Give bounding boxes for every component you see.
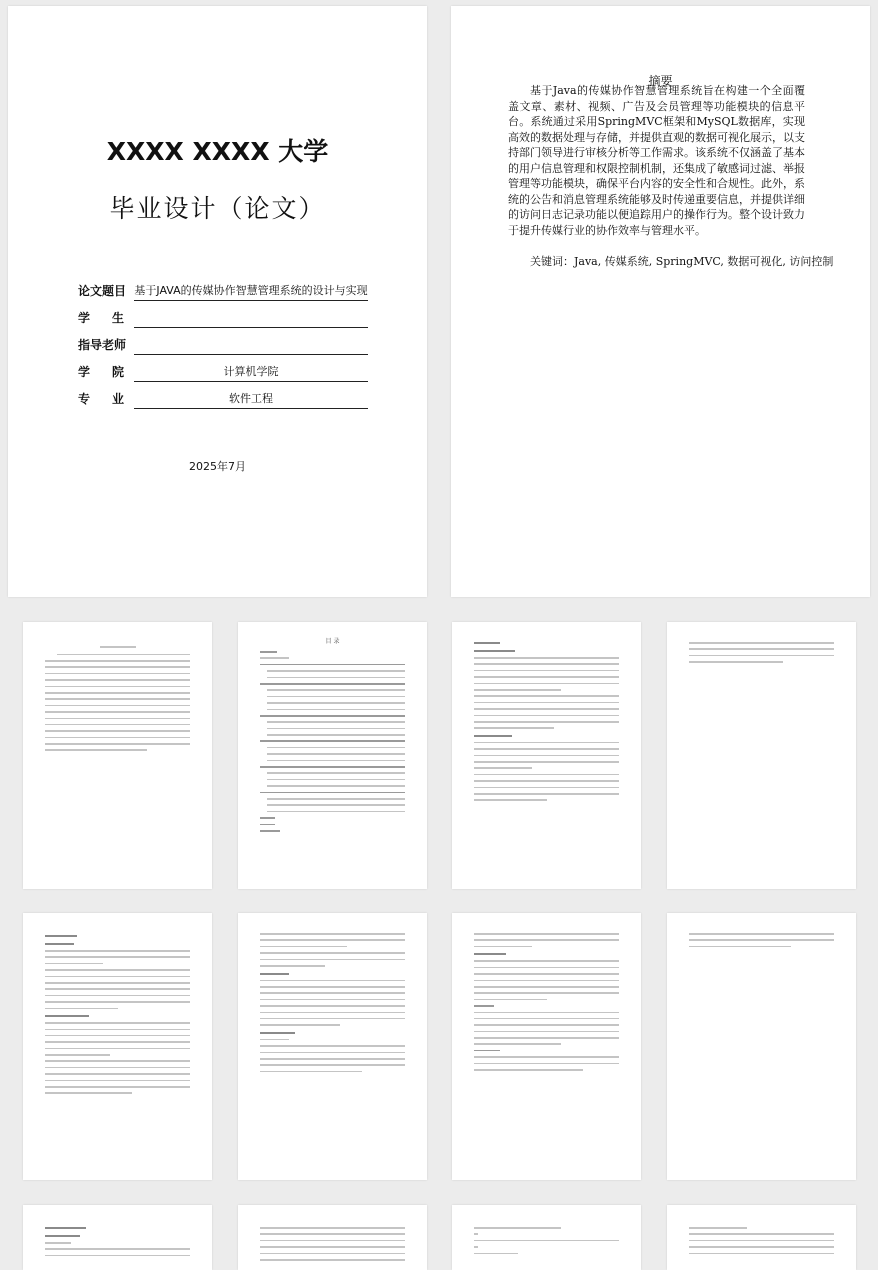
page-thumbnail[interactable]: [238, 1205, 427, 1270]
thesis-heading: 毕业设计（论文）: [109, 194, 326, 223]
toc-page-thumbnail[interactable]: [238, 622, 427, 889]
abstract-body: 基于Java的传媒协作智慧管理系统旨在构建一个全面覆盖文章、素材、视频、广告及会员管理等功能模块的信息平台。系统通过采用SpringMVC框架和MySQL数据库，实现高效的数据处理与存储，并提供直观的数据可视化展示，以支持部门领导进行审核分析等工作需求。该系统不仅涵盖了基本的用户信息管理和权限控制机制，还集成了敏感词过滤、举报管理等功能模块，确保平台内容的安全性和合规性。此外，系统的公告和消息管理系统能够及时传递重要信息，并提供详细的访问日志记录功能以便追踪用户的操作行为。整个设计致力于提升传媒行业的协作效率与管理水平。: [508, 84, 805, 237]
cover-page: [8, 6, 427, 597]
cover-row-major: [78, 386, 378, 413]
university-name: XXXX XXXX 大学: [106, 137, 329, 166]
field-value: 计算机学院: [134, 359, 368, 382]
cover-date: 2025年7月: [189, 460, 246, 473]
page-thumbnail[interactable]: [667, 622, 856, 889]
abstract-keywords: 关键词：Java, 传媒系统, SpringMVC, 数据可视化, 访问控制: [530, 255, 834, 268]
field-value: 软件工程: [134, 386, 368, 409]
field-label: 论文题目: [78, 284, 127, 298]
page-thumbnail[interactable]: [667, 1205, 856, 1270]
field-value: [134, 305, 368, 328]
page-thumbnail[interactable]: [452, 622, 641, 889]
abstract-page: [451, 6, 870, 597]
toc-title: 目 录: [325, 638, 340, 645]
cover-row-title: [78, 278, 378, 305]
cover-info-table: [78, 278, 378, 413]
field-label: 专业: [78, 392, 124, 406]
field-label: 学生: [78, 311, 124, 325]
page-thumbnail[interactable]: [238, 913, 427, 1180]
field-value: [134, 332, 368, 355]
page-thumbnail[interactable]: [23, 1205, 212, 1270]
field-label: 指导老师: [78, 338, 127, 352]
field-value: 基于JAVA的传媒协作智慧管理系统的设计与实现: [134, 278, 368, 301]
page-thumbnail[interactable]: [23, 913, 212, 1180]
page-thumbnail[interactable]: [23, 622, 212, 889]
page-thumbnail[interactable]: [667, 913, 856, 1180]
page-thumbnail[interactable]: [452, 1205, 641, 1270]
cover-row-advisor: [78, 332, 378, 359]
abstract-title: 摘要: [648, 74, 673, 88]
page-thumbnail[interactable]: [452, 913, 641, 1180]
cover-row-student: [78, 305, 378, 332]
cover-row-college: [78, 359, 378, 386]
field-label: 学院: [78, 365, 124, 379]
